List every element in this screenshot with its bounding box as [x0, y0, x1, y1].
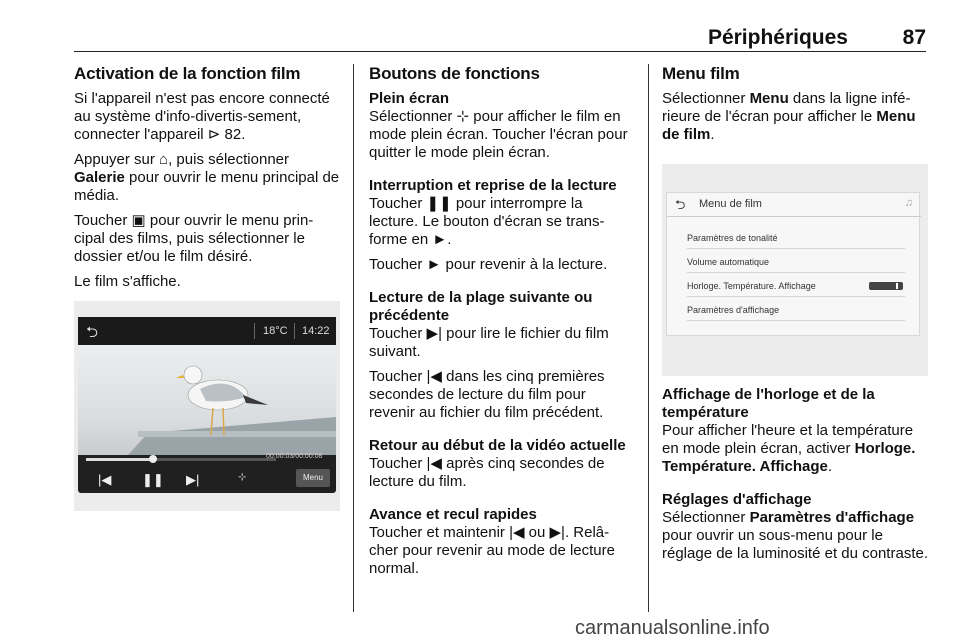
clock-readout: 14:22	[302, 325, 330, 337]
progress-fill	[86, 458, 153, 461]
previous-track-icon[interactable]: |◀	[98, 472, 112, 487]
page-number: 87	[902, 26, 926, 49]
heading-function-buttons: Boutons de fonctions	[369, 64, 540, 83]
temperature-readout: 18°C	[263, 325, 288, 337]
subheading: Réglages d'affichage	[662, 491, 812, 508]
subheading: Affichage de l'horloge et de la température	[662, 386, 875, 421]
menu-item-tone-settings[interactable]: Paramètres de tonalité	[687, 227, 905, 249]
fullscreen-icon[interactable]: ⊹	[238, 472, 247, 483]
paragraph: Sélectionner Menu dans la ligne infé-rieure de l'écran pour afficher le Menu de film.	[662, 90, 916, 143]
toggle-switch[interactable]	[869, 282, 903, 290]
paragraph: Toucher ► pour revenir à la lecture.	[369, 256, 608, 273]
timecode: 00:00:03/00:00:08	[266, 453, 323, 460]
page-header	[74, 26, 926, 52]
seagull-image	[78, 345, 336, 455]
status-bar	[78, 317, 336, 345]
next-track-icon[interactable]: ▶|	[186, 472, 200, 487]
paragraph: Toucher |◀ dans les cinq premières secondes de lecture du film pour revenir au fichier du film précédent.	[369, 368, 605, 421]
subheading: Plein écran	[369, 90, 450, 107]
column-3	[662, 64, 928, 570]
menu-button[interactable]: Menu	[296, 469, 330, 487]
paragraph: Sélectionner Paramètres d'affichage pour ouvrir un sous-menu pour le réglage de la luminosité et du contraste.	[662, 509, 928, 562]
movie-menu-screenshot	[662, 164, 928, 376]
back-arrow-icon[interactable]: ⮌	[86, 324, 99, 341]
paragraph: Toucher ❚❚ pour interrompre la lecture. Le bouton d'écran se trans-forme en ►.	[369, 195, 605, 248]
paragraph: Pour afficher l'heure et la température en mode plein écran, activer Horloge. Température. Affichage.	[662, 422, 916, 475]
heading-movie-menu: Menu film	[662, 64, 740, 83]
paragraph: Sélectionner ⊹ pour afficher le film en mode plein écran. Toucher l'écran pour quitter le mode plein écran.	[369, 108, 628, 161]
menu-item-auto-volume[interactable]: Volume automatique	[687, 251, 905, 273]
separator	[254, 323, 255, 339]
paragraph: Toucher |◀ après cinq secondes de lecture du film.	[369, 455, 605, 490]
back-arrow-icon[interactable]: ⮌	[675, 197, 686, 212]
subheading: Retour au début de la vidéo actuelle	[369, 437, 626, 454]
paragraph: Le film s'affiche.	[74, 273, 181, 290]
progress-bar[interactable]	[86, 458, 276, 461]
subheading: Avance et recul rapides	[369, 506, 537, 523]
paragraph: Toucher et maintenir |◀ ou ▶|. Relâ-cher pour revenir au mode de lecture normal.	[369, 524, 615, 577]
menu-title: Menu de film	[699, 198, 762, 210]
display-frame	[78, 317, 336, 493]
section-title: Périphériques	[707, 26, 848, 49]
paragraph: Toucher ▣ pour ouvrir le menu prin-cipal des films, puis sélectionner le dossier et/ou le film désiré.	[74, 212, 314, 265]
separator	[294, 323, 295, 339]
pause-icon[interactable]: ❚❚	[142, 472, 164, 487]
menu-panel	[666, 192, 920, 336]
column-divider	[648, 64, 649, 612]
paragraph: Appuyer sur ⌂, puis sélectionner Galerie pour ouvrir le menu principal de média.	[74, 151, 340, 204]
movie-playback-screenshot	[74, 301, 340, 511]
subheading: Interruption et reprise de la lecture	[369, 177, 617, 194]
menu-titlebar	[667, 193, 921, 217]
progress-knob[interactable]	[149, 455, 157, 463]
column-1	[74, 64, 340, 511]
column-divider	[353, 64, 354, 612]
video-frame[interactable]	[78, 345, 336, 455]
paragraph: Toucher ▶| pour lire le fichier du film suivant.	[369, 325, 609, 360]
column-2	[369, 64, 633, 585]
music-note-icon: ♫	[904, 197, 913, 209]
menu-item-display-settings[interactable]: Paramètres d'affichage	[687, 299, 905, 321]
heading-activation: Activation de la fonction film	[74, 64, 301, 83]
paragraph: Si l'appareil n'est pas encore connecté au système d'info-divertis-sement, connecter l'appareil ⊳ 82.	[74, 90, 330, 143]
watermark: carmanualsonline.info	[575, 617, 770, 639]
menu-item-clock-temp-display[interactable]: Horloge. Température. Affichage	[687, 275, 905, 297]
subheading: Lecture de la plage suivante ou précédente	[369, 289, 593, 324]
